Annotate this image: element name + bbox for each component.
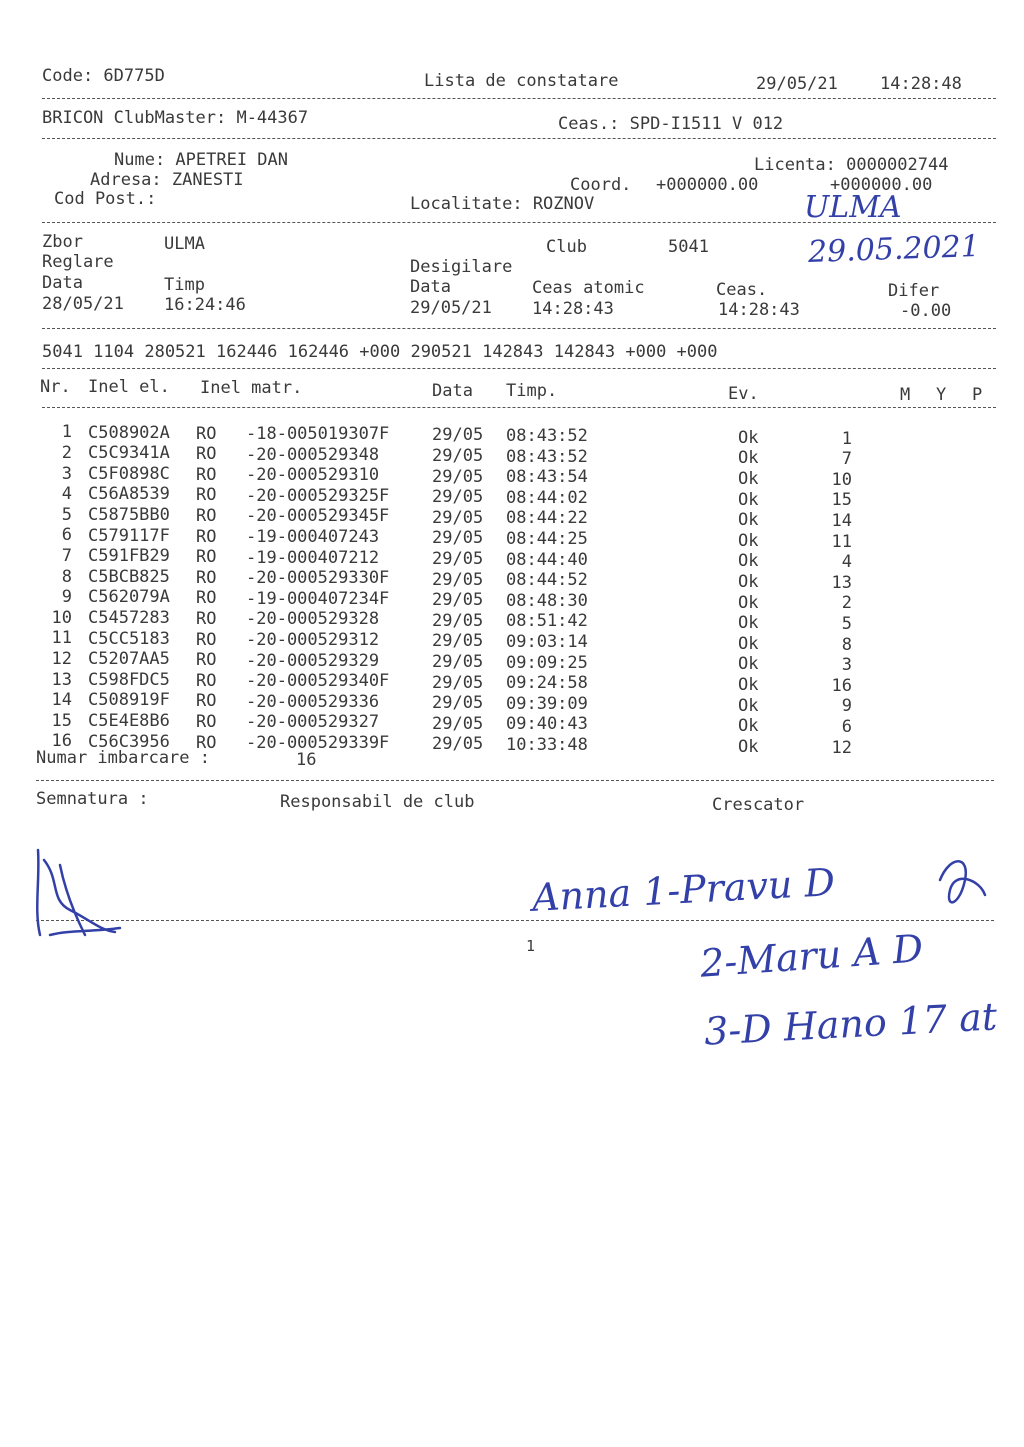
row-nr: 13 — [51, 669, 72, 690]
row-date: 29/05 — [432, 528, 484, 549]
row-inel-el: C508919F — [88, 690, 170, 711]
row-inel-matr: -20-000529340F — [246, 671, 390, 692]
row-position: 1 — [841, 428, 852, 449]
row-inel-el: C5C9341A — [88, 443, 170, 464]
desigilare-date-label: Data — [410, 277, 451, 297]
row-event: Ok — [738, 674, 759, 695]
row-country: RO — [196, 588, 217, 609]
row-inel-matr: -20-000529327 — [246, 712, 380, 733]
row-position: 9 — [841, 696, 852, 717]
column-m: M — [900, 385, 911, 405]
row-nr: 3 — [61, 463, 72, 484]
row-position: 16 — [831, 675, 852, 696]
row-position: 2 — [841, 593, 852, 614]
divider — [42, 328, 996, 329]
table-row — [0, 525, 1024, 552]
row-inel-el: C5F0898C — [88, 463, 170, 484]
row-nr: 15 — [51, 710, 72, 731]
row-event: Ok — [738, 571, 759, 592]
row-inel-matr: -20-000529330F — [246, 568, 390, 589]
row-date: 29/05 — [432, 425, 484, 446]
row-inel-el: C5457283 — [88, 608, 170, 629]
row-country: RO — [196, 732, 217, 753]
table-row — [0, 710, 1024, 737]
row-time: 09:24:58 — [506, 673, 588, 694]
signature-line — [36, 920, 994, 921]
table-row — [0, 422, 1024, 449]
row-inel-matr: -20-000529339F — [246, 732, 390, 753]
license-label: Licenta: 0000002744 — [754, 155, 949, 175]
row-inel-el: C5E4E8B6 — [88, 711, 170, 732]
numar-imbarcare-label: Numar imbarcare : — [36, 748, 210, 768]
reglare-time: 16:24:46 — [164, 295, 246, 315]
row-event: Ok — [738, 448, 759, 469]
handwritten-note-3: 3-D Hano 17 at — [703, 994, 999, 1054]
row-inel-el: C56A8539 — [88, 484, 170, 505]
row-inel-matr: -18-005019307F — [246, 423, 390, 444]
numar-imbarcare-value: 16 — [296, 750, 317, 770]
row-nr: 10 — [51, 607, 72, 628]
handwritten-place: ULMA — [804, 190, 902, 225]
column-inel-matr: Inel matr. — [200, 378, 303, 398]
row-date: 29/05 — [432, 734, 484, 755]
signature-label: Semnatura : — [36, 789, 149, 809]
table-row — [0, 463, 1024, 490]
row-nr: 6 — [61, 525, 72, 546]
owner-address: Adresa: ZANESTI — [90, 170, 244, 190]
row-time: 09:40:43 — [506, 714, 588, 735]
row-event: Ok — [738, 510, 759, 531]
row-event: Ok — [738, 736, 759, 757]
divider — [42, 407, 996, 408]
handwritten-date: 29.05.2021 — [807, 229, 981, 270]
row-inel-matr: -20-000529312 — [246, 629, 380, 650]
clock-time-label: Ceas. — [716, 280, 768, 300]
row-inel-matr: -19-000407243 — [246, 526, 380, 547]
locality-label: Localitate: ROZNOV — [410, 194, 595, 214]
row-nr: 7 — [61, 546, 72, 566]
row-event: Ok — [738, 654, 759, 675]
row-date: 29/05 — [432, 693, 484, 714]
row-inel-el: C5CC5183 — [88, 628, 170, 649]
signature-scribble-right — [930, 850, 990, 920]
column-p: P — [972, 385, 983, 405]
row-inel-matr: -19-000407212 — [246, 547, 380, 568]
row-country: RO — [196, 547, 217, 568]
reglare-time-label: Timp — [164, 275, 205, 295]
device-label: BRICON ClubMaster: M-44367 — [42, 108, 309, 128]
atomic-clock-time: 14:28:43 — [532, 299, 614, 319]
row-event: Ok — [738, 468, 759, 489]
row-nr: 2 — [61, 443, 72, 463]
row-nr: 9 — [61, 587, 72, 608]
row-inel-el: C508902A — [88, 422, 170, 443]
row-inel-el: C56C3956 — [88, 731, 170, 752]
row-country: RO — [196, 567, 217, 588]
row-date: 29/05 — [432, 713, 484, 734]
clock-time: 14:28:43 — [718, 300, 800, 320]
handwritten-note-2: 2-Maru A D — [698, 926, 925, 986]
row-event: Ok — [738, 633, 759, 654]
table-row — [0, 504, 1024, 531]
row-nr: 12 — [51, 649, 72, 669]
row-position: 6 — [841, 716, 852, 737]
column-timp: Timp. — [506, 381, 558, 401]
row-country: RO — [196, 711, 217, 732]
difference-label: Difer — [888, 281, 940, 301]
row-position: 15 — [831, 490, 852, 511]
row-country: RO — [196, 608, 217, 629]
row-event: Ok — [738, 716, 759, 737]
column-y: Y — [936, 385, 947, 405]
divider — [36, 780, 994, 781]
row-nr: 1 — [61, 422, 72, 443]
atomic-clock-label: Ceas atomic — [532, 278, 645, 298]
row-country: RO — [196, 505, 217, 526]
row-inel-el: C5875BB0 — [88, 505, 170, 526]
row-time: 08:44:52 — [506, 570, 588, 591]
row-country: RO — [196, 670, 217, 691]
row-inel-el: C5BCB825 — [88, 566, 170, 587]
table-row — [0, 690, 1024, 717]
row-inel-matr: -20-000529310 — [246, 465, 380, 486]
table-row — [0, 607, 1024, 634]
row-country: RO — [196, 444, 217, 465]
row-event: Ok — [738, 530, 759, 551]
row-date: 29/05 — [432, 466, 484, 487]
divider — [42, 98, 996, 99]
row-time: 08:44:40 — [506, 549, 588, 570]
row-country: RO — [196, 464, 217, 485]
row-event: Ok — [738, 427, 759, 448]
breeder-label: Crescator — [712, 795, 805, 815]
zbor-label: Zbor — [42, 232, 83, 252]
divider — [42, 138, 996, 139]
row-event: Ok — [738, 551, 759, 572]
row-date: 29/05 — [432, 631, 484, 652]
row-country: RO — [196, 691, 217, 712]
code-label: Code: 6D775D — [42, 66, 165, 86]
divider — [42, 368, 996, 369]
row-date: 29/05 — [432, 590, 484, 611]
coord-label: Coord. — [570, 175, 632, 195]
row-country: RO — [196, 485, 217, 506]
row-time: 08:51:42 — [506, 611, 588, 632]
row-inel-matr: -19-000407234F — [246, 588, 390, 609]
row-nr: 8 — [61, 566, 72, 587]
row-position: 7 — [841, 449, 852, 470]
owner-postal-code: Cod Post.: — [54, 189, 157, 209]
page-number: 1 — [526, 937, 536, 955]
row-event: Ok — [738, 489, 759, 510]
row-inel-el: C579117F — [88, 525, 170, 546]
row-position: 11 — [831, 531, 852, 552]
column-ev: Ev. — [728, 384, 759, 404]
signature-scribble-left — [30, 840, 130, 950]
row-position: 4 — [841, 552, 852, 573]
row-inel-matr: -20-000529328 — [246, 609, 380, 630]
table-row — [0, 628, 1024, 655]
column-inel-el: Inel el. — [88, 377, 170, 397]
row-time: 09:09:25 — [506, 652, 588, 673]
difference-value: -0.00 — [900, 301, 952, 321]
reglare-date: 28/05/21 — [42, 294, 124, 314]
row-position: 5 — [841, 613, 852, 634]
row-inel-el: C591FB29 — [88, 546, 170, 567]
row-nr: 16 — [51, 731, 72, 752]
reglare-date-label: Data — [42, 273, 83, 293]
row-date: 29/05 — [432, 445, 484, 466]
row-country: RO — [196, 650, 217, 671]
coord-value-2: +000000.00 — [830, 175, 933, 195]
club-label: Club — [546, 237, 587, 257]
row-time: 08:44:22 — [506, 508, 588, 529]
row-time: 08:43:52 — [506, 446, 588, 467]
document-title: Lista de constatare — [424, 71, 619, 91]
desigilare-label: Desigilare — [410, 257, 513, 277]
row-inel-el: C5207AA5 — [88, 649, 170, 670]
row-time: 10:33:48 — [506, 734, 588, 755]
row-inel-matr: -20-000529345F — [246, 506, 390, 527]
table-row — [0, 484, 1024, 511]
table-row — [0, 546, 1024, 573]
row-date: 29/05 — [432, 651, 484, 672]
row-time: 08:44:25 — [506, 528, 588, 549]
row-date: 29/05 — [432, 610, 484, 631]
row-inel-matr: -20-000529348 — [246, 444, 380, 465]
code-line: 5041 1104 280521 162446 162446 +000 290521 142843 142843 +000 +000 — [42, 342, 718, 362]
handwritten-note-1: Anna 1-Pravu D — [531, 860, 836, 920]
row-date: 29/05 — [432, 487, 484, 508]
row-country: RO — [196, 423, 217, 444]
row-position: 14 — [831, 510, 852, 531]
club-value: 5041 — [668, 237, 709, 257]
row-time: 08:48:30 — [506, 590, 588, 611]
row-time: 08:43:54 — [506, 467, 588, 488]
column-data: Data — [432, 381, 473, 401]
row-event: Ok — [738, 592, 759, 613]
row-position: 12 — [831, 737, 852, 758]
row-nr: 14 — [51, 690, 72, 711]
row-nr: 4 — [61, 484, 72, 505]
row-inel-el: C598FDC5 — [88, 669, 170, 690]
row-event: Ok — [738, 613, 759, 634]
table-row — [0, 669, 1024, 696]
row-date: 29/05 — [432, 569, 484, 590]
table-row — [0, 566, 1024, 593]
row-time: 08:43:52 — [506, 425, 588, 446]
header-time: 14:28:48 — [880, 74, 962, 94]
table-row — [0, 443, 1024, 470]
row-position: 13 — [831, 572, 852, 593]
row-event: Ok — [738, 695, 759, 716]
row-position: 8 — [841, 634, 852, 655]
reglare-label: Reglare — [42, 252, 114, 272]
row-date: 29/05 — [432, 672, 484, 693]
row-time: 09:03:14 — [506, 631, 588, 652]
row-position: 10 — [831, 469, 852, 490]
row-inel-matr: -20-000529329 — [246, 650, 380, 671]
row-nr: 11 — [51, 628, 72, 649]
zbor-value: ULMA — [164, 234, 205, 254]
row-inel-matr: -20-000529336 — [246, 691, 380, 712]
coord-value-1: +000000.00 — [656, 175, 759, 195]
row-time: 08:44:02 — [506, 487, 588, 508]
row-inel-matr: -20-000529325F — [246, 485, 390, 506]
table-row — [0, 649, 1024, 676]
row-time: 09:39:09 — [506, 693, 588, 714]
club-responsible-label: Responsabil de club — [280, 792, 475, 812]
desigilare-date: 29/05/21 — [410, 298, 492, 318]
table-row — [0, 587, 1024, 614]
row-nr: 5 — [61, 504, 72, 525]
row-date: 29/05 — [432, 507, 484, 528]
column-nr: Nr. — [40, 377, 71, 397]
row-position: 3 — [841, 655, 852, 676]
row-country: RO — [196, 629, 217, 650]
row-inel-el: C562079A — [88, 587, 170, 608]
row-date: 29/05 — [432, 548, 484, 569]
header-date: 29/05/21 — [756, 74, 838, 94]
owner-name: Nume: APETREI DAN — [114, 150, 288, 170]
row-country: RO — [196, 526, 217, 547]
clock-label: Ceas.: SPD-I1511 V 012 — [558, 114, 784, 134]
